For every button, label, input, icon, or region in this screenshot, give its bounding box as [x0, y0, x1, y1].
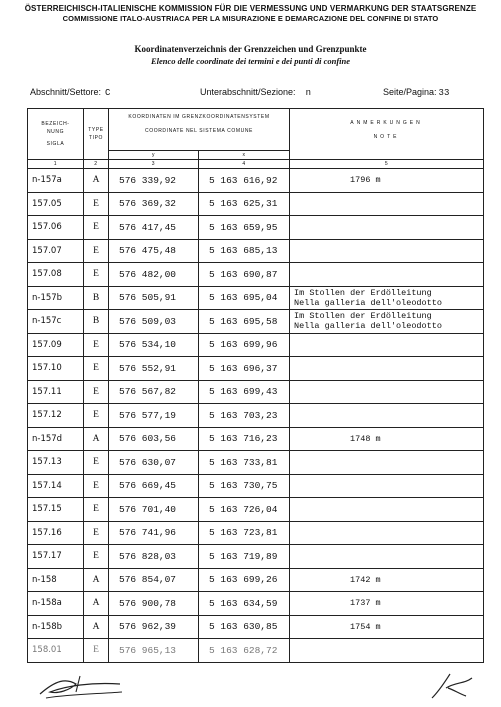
- table-row: [28, 451, 484, 475]
- y-coordinate-cell: 576 567,82: [109, 380, 199, 404]
- note-cell: [290, 498, 484, 522]
- section-value: C: [105, 88, 111, 98]
- x-coordinate-cell: 5 163 659,95: [199, 216, 290, 240]
- type-cell: E: [84, 521, 109, 545]
- sigla-cell: 157.06: [28, 216, 84, 240]
- x-coordinate-cell: 5 163 685,13: [199, 239, 290, 263]
- sigla-cell: n-158: [28, 568, 84, 592]
- coordinate-table: [27, 108, 484, 663]
- subsection-value: n: [305, 88, 311, 98]
- note-cell: [290, 239, 484, 263]
- subsection-field: [200, 87, 311, 98]
- y-coordinate-cell: 576 900,78: [109, 592, 199, 616]
- y-coordinate-cell: 576 965,13: [109, 639, 199, 663]
- x-coordinate-cell: 5 163 695,04: [199, 286, 290, 310]
- x-coordinate-cell: 5 163 719,89: [199, 545, 290, 569]
- y-coordinate-cell: 576 482,00: [109, 263, 199, 287]
- sigla-cell: n-158a: [28, 592, 84, 616]
- col-number-2: 2: [84, 160, 109, 169]
- col-header-sigla-line3: SIGLA: [46, 141, 65, 147]
- sigla-cell: 157.14: [28, 474, 84, 498]
- table-row: [28, 263, 484, 287]
- sigla-cell: 157.16: [28, 521, 84, 545]
- sigla-cell: 157.17: [28, 545, 84, 569]
- sigla-cell: 157.08: [28, 263, 84, 287]
- type-cell: B: [84, 310, 109, 334]
- col-header-coordinates-line1: KOORDINATEN IM GRENZKOORDINATENSYSTEM: [128, 114, 270, 120]
- table-row: [28, 639, 484, 663]
- x-coordinate-cell: 5 163 699,96: [199, 333, 290, 357]
- x-coordinate-cell: 5 163 628,72: [199, 639, 290, 663]
- commission-header-de: ÖSTERREICHISCH-ITALIENISCHE KOMMISSION FÜR DIE VERMESSUNG UND VERMARKUNG DER STAATSGRENZE: [24, 4, 477, 13]
- x-coordinate-cell: 5 163 625,31: [199, 192, 290, 216]
- col-number-5: 5: [290, 160, 484, 169]
- y-coordinate-cell: 576 552,91: [109, 357, 199, 381]
- col-header-y: y: [109, 151, 199, 160]
- section-label: Abschnitt/Settore:: [30, 87, 102, 97]
- col-number-3: 3: [109, 160, 199, 169]
- table-row: [28, 333, 484, 357]
- y-coordinate-cell: 576 630,07: [109, 451, 199, 475]
- col-header-type-line2: TIPO: [88, 135, 104, 141]
- note-cell: [290, 639, 484, 663]
- y-coordinate-cell: 576 475,48: [109, 239, 199, 263]
- coordinate-rows: [28, 169, 484, 663]
- y-coordinate-cell: 576 505,91: [109, 286, 199, 310]
- y-coordinate-cell: 576 339,92: [109, 169, 199, 193]
- table-row: [28, 192, 484, 216]
- x-coordinate-cell: 5 163 699,43: [199, 380, 290, 404]
- table-row: [28, 592, 484, 616]
- x-coordinate-cell: 5 163 634,59: [199, 592, 290, 616]
- col-header-notes: [290, 109, 484, 160]
- note-cell: [290, 474, 484, 498]
- page-field: [383, 87, 449, 98]
- type-cell: E: [84, 192, 109, 216]
- sigla-cell: n-157d: [28, 427, 84, 451]
- x-coordinate-cell: 5 163 726,04: [199, 498, 290, 522]
- col-header-sigla-line2: NUNG: [46, 129, 65, 135]
- note-cell: [290, 216, 484, 240]
- note-line-de: Im Stollen der Erdölleitung: [294, 287, 432, 298]
- sigla-cell: 157.11: [28, 380, 84, 404]
- type-cell: E: [84, 498, 109, 522]
- x-coordinate-cell: 5 163 703,23: [199, 404, 290, 428]
- y-coordinate-cell: 576 962,39: [109, 615, 199, 639]
- y-coordinate-cell: 576 509,03: [109, 310, 199, 334]
- x-coordinate-cell: 5 163 733,81: [199, 451, 290, 475]
- table-row: [28, 239, 484, 263]
- note-cell: [290, 404, 484, 428]
- x-coordinate-cell: 5 163 690,87: [199, 263, 290, 287]
- x-coordinate-cell: 5 163 723,81: [199, 521, 290, 545]
- note-cell: 1796 m: [290, 169, 484, 193]
- page-value: 33: [438, 88, 450, 98]
- note-cell: [290, 286, 484, 310]
- table-row: [28, 380, 484, 404]
- type-cell: E: [84, 639, 109, 663]
- note-cell: [290, 521, 484, 545]
- y-coordinate-cell: 576 603,56: [109, 427, 199, 451]
- y-coordinate-cell: 576 741,96: [109, 521, 199, 545]
- table-row: [28, 404, 484, 428]
- col-number-4: 4: [199, 160, 290, 169]
- note-line-it: Nella galleria dell'oleodotto: [294, 321, 442, 332]
- note-cell: 1754 m: [290, 615, 484, 639]
- commission-header-it: COMMISSIONE ITALO-AUSTRIACA PER LA MISURAZIONE E DEMARCAZIONE DEL CONFINE DI STATO: [62, 14, 439, 23]
- col-header-notes-line2: NOTE: [373, 134, 400, 140]
- sigla-cell: 157.15: [28, 498, 84, 522]
- x-coordinate-cell: 5 163 696,37: [199, 357, 290, 381]
- x-coordinate-cell: 5 163 716,23: [199, 427, 290, 451]
- type-cell: E: [84, 216, 109, 240]
- col-header-coordinates-line2: COORDINATE NEL SISTEMA COMUNE: [145, 128, 253, 134]
- y-coordinate-cell: 576 534,10: [109, 333, 199, 357]
- x-coordinate-cell: 5 163 730,75: [199, 474, 290, 498]
- type-cell: E: [84, 239, 109, 263]
- y-coordinate-cell: 576 854,07: [109, 568, 199, 592]
- sigla-cell: n-158b: [28, 615, 84, 639]
- note-line-de: Im Stollen der Erdölleitung: [294, 311, 432, 322]
- table-row: [28, 521, 484, 545]
- note-cell: 1742 m: [290, 568, 484, 592]
- page-label: Seite/Pagina:: [383, 87, 437, 97]
- type-cell: A: [84, 169, 109, 193]
- y-coordinate-cell: 576 417,45: [109, 216, 199, 240]
- table-row: [28, 615, 484, 639]
- note-cell: [290, 545, 484, 569]
- note-cell: 1748 m: [290, 427, 484, 451]
- signature-left: [36, 672, 126, 700]
- type-cell: E: [84, 357, 109, 381]
- y-coordinate-cell: 576 669,45: [109, 474, 199, 498]
- table-row: [28, 474, 484, 498]
- sigla-cell: 157.09: [28, 333, 84, 357]
- col-header-type-line1: TYPE: [88, 127, 104, 133]
- x-coordinate-cell: 5 163 630,85: [199, 615, 290, 639]
- section-field: [30, 87, 110, 98]
- note-cell: [290, 333, 484, 357]
- note-cell: [290, 310, 484, 334]
- type-cell: A: [84, 568, 109, 592]
- table-row: [28, 357, 484, 381]
- y-coordinate-cell: 576 577,19: [109, 404, 199, 428]
- subsection-label: Unterabschnitt/Sezione:: [200, 87, 296, 97]
- col-header-notes-line1: ANMERKUNGEN: [350, 120, 423, 126]
- col-header-x: x: [199, 151, 290, 160]
- table-row: [28, 545, 484, 569]
- col-number-1: 1: [28, 160, 84, 169]
- note-cell: [290, 263, 484, 287]
- y-coordinate-cell: 576 701,40: [109, 498, 199, 522]
- note-cell: [290, 192, 484, 216]
- table-row: [28, 568, 484, 592]
- table-row: [28, 310, 484, 334]
- col-header-coordinates: [109, 109, 290, 151]
- y-coordinate-cell: 576 369,32: [109, 192, 199, 216]
- x-coordinate-cell: 5 163 616,92: [199, 169, 290, 193]
- x-coordinate-cell: 5 163 699,26: [199, 568, 290, 592]
- note-cell: 1737 m: [290, 592, 484, 616]
- sigla-cell: n-157a: [28, 169, 84, 193]
- sigla-cell: n-157c: [28, 310, 84, 334]
- table-row: [28, 286, 484, 310]
- type-cell: A: [84, 427, 109, 451]
- type-cell: A: [84, 615, 109, 639]
- table-row: [28, 169, 484, 193]
- sigla-cell: 157.12: [28, 404, 84, 428]
- document-title-de: Koordinatenverzeichnis der Grenzzeichen und Grenzpunkte: [134, 44, 367, 54]
- note-cell: [290, 451, 484, 475]
- table-row: [28, 216, 484, 240]
- col-header-sigla-line1: BEZEICH-: [41, 121, 70, 127]
- y-coordinate-cell: 576 828,03: [109, 545, 199, 569]
- note-line-it: Nella galleria dell'oleodotto: [294, 297, 442, 308]
- sigla-cell: 157.05: [28, 192, 84, 216]
- type-cell: E: [84, 380, 109, 404]
- col-header-sigla: [28, 109, 84, 160]
- type-cell: E: [84, 451, 109, 475]
- x-coordinate-cell: 5 163 695,58: [199, 310, 290, 334]
- type-cell: E: [84, 333, 109, 357]
- document-title-it: Elenco delle coordinate dei termini e dei punti di confine: [150, 56, 351, 66]
- note-cell: [290, 357, 484, 381]
- type-cell: A: [84, 592, 109, 616]
- table-row: [28, 427, 484, 451]
- signature-right: [426, 670, 476, 700]
- type-cell: E: [84, 474, 109, 498]
- type-cell: E: [84, 263, 109, 287]
- sigla-cell: 158.01: [28, 639, 84, 663]
- sigla-cell: 157.13: [28, 451, 84, 475]
- note-cell: [290, 380, 484, 404]
- sigla-cell: 157.10: [28, 357, 84, 381]
- sigla-cell: n-157b: [28, 286, 84, 310]
- type-cell: E: [84, 404, 109, 428]
- table-row: [28, 498, 484, 522]
- col-header-type: [84, 109, 109, 160]
- type-cell: B: [84, 286, 109, 310]
- sigla-cell: 157.07: [28, 239, 84, 263]
- type-cell: E: [84, 545, 109, 569]
